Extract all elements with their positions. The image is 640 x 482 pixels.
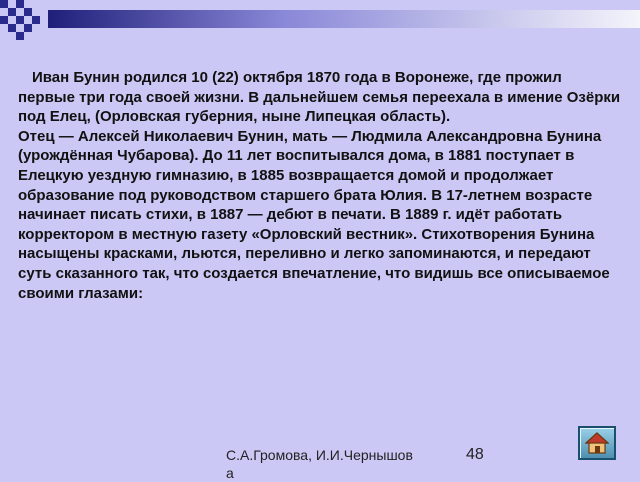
page-number: 48	[466, 446, 484, 463]
home-button[interactable]	[578, 426, 616, 460]
slide-body-text	[18, 68, 622, 303]
footer-author: С.А.Громова, И.И.Чернышова	[226, 447, 413, 481]
decorative-checker-pattern	[0, 0, 48, 44]
home-icon	[585, 432, 609, 454]
header-gradient-bar	[48, 10, 640, 28]
paragraph-biography-intro: Иван Бунин родился 10 (22) октября 1870 года в Воронеже, где прожил первые три года своей жизни. В дальнейшем семья переехала в имение Озёрки под Елец, (Орловская губерния, ныне Липецкая область).	[18, 69, 621, 126]
paragraph-biography-details: Отец — Алексей Николаевич Бунин, мать — Людмила Александровна Бунина (урождённая Чубарова). До 11 лет воспитывался дома, в 1881 поступает в Елецкую уездную гимназию, в 1885 возвращается домой и продолжает образование под руководством старшего брата Юлия. В 17-летнем возрасте начинает писать стихи, в 1887 — дебют в печати. В 1889 г. идёт работать корректором в местную газету «Орловский вестник». Стихотворения Бунина насыщены красками, льются, переливно и легко запоминаются, и передают суть сказанного так, что создается впечатление, что видишь все описываемое своими глазами:	[18, 127, 610, 302]
